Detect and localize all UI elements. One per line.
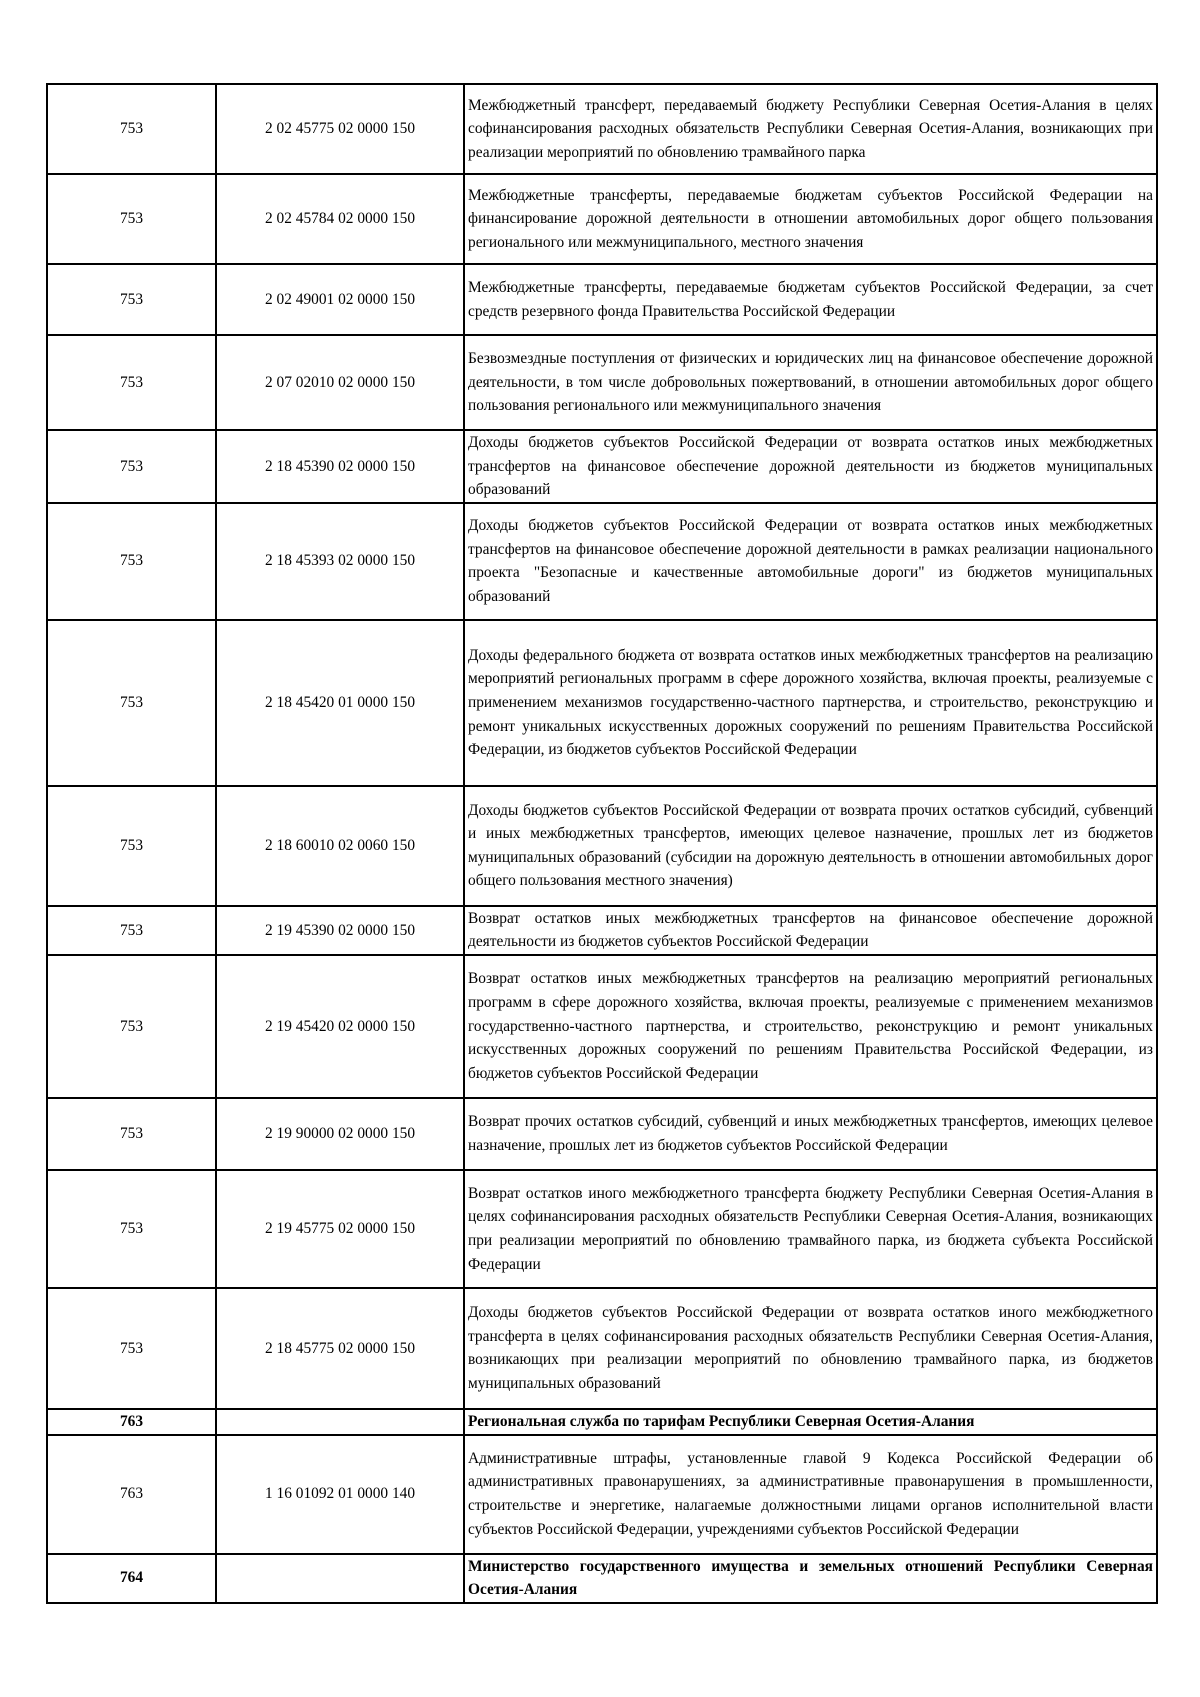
admin-code-cell: 753 — [47, 620, 216, 786]
income-name-cell: Доходы бюджетов субъектов Российской Федерации от возврата остатков иных межбюджетных трансфертов на финансовое обеспечение дорожной деятельности в рамках реализации национального проекта "Безопасные и качественные автомобильные дороги" из бюджетов муниципальных образований — [464, 503, 1157, 620]
income-name-cell: Доходы бюджетов субъектов Российской Федерации от возврата прочих остатков субсидий, субвенций и иных межбюджетных трансфертов, имеющих целевое назначение, прошлых лет из бюджетов муниципальных образований (субсидии на дорожную деятельность в отношении автомобильных дорог общего пользования местного значения) — [464, 786, 1157, 906]
income-code-cell: 2 18 45420 01 0000 150 — [216, 620, 464, 786]
admin-code-cell: 753 — [47, 1170, 216, 1288]
income-code-cell: 2 19 45390 02 0000 150 — [216, 906, 464, 955]
admin-code-cell: 753 — [47, 1098, 216, 1170]
document-page — [46, 83, 1158, 1604]
table-row — [47, 335, 1157, 430]
income-code-cell: 2 19 90000 02 0000 150 — [216, 1098, 464, 1170]
table-row — [47, 430, 1157, 503]
income-name-cell: Доходы бюджетов субъектов Российской Федерации от возврата остатков иного межбюджетного трансферта в целях софинансирования расходных обязательств Республики Северная Осетия-Алания, возникающих при реализации мероприятий по обновлению трамвайного парка, из бюджетов муниципальных образований — [464, 1288, 1157, 1409]
table-body — [47, 84, 1157, 1603]
admin-code-cell: 753 — [47, 174, 216, 264]
income-name-cell: Безвозмездные поступления от физических и юридических лиц на финансовое обеспечение дорожной деятельности, в том числе добровольных пожертвований, в отношении автомобильных дорог общего пользования регионального или межмуниципального значения — [464, 335, 1157, 430]
income-code-cell: 2 02 45784 02 0000 150 — [216, 174, 464, 264]
income-code-cell: 2 07 02010 02 0000 150 — [216, 335, 464, 430]
table-row — [47, 1288, 1157, 1409]
admin-code-cell: 753 — [47, 1288, 216, 1409]
income-name-cell: Доходы бюджетов субъектов Российской Федерации от возврата остатков иных межбюджетных трансфертов на финансовое обеспечение дорожной деятельности из бюджетов муниципальных образований — [464, 430, 1157, 503]
income-code-cell: 2 02 49001 02 0000 150 — [216, 264, 464, 335]
admin-code-cell: 753 — [47, 906, 216, 955]
table-row — [47, 1435, 1157, 1554]
admin-code-cell: 763 — [47, 1409, 216, 1435]
income-code-cell: 2 18 60010 02 0060 150 — [216, 786, 464, 906]
table-row — [47, 1170, 1157, 1288]
table-row — [47, 955, 1157, 1098]
income-code-cell — [216, 1409, 464, 1435]
table-row — [47, 503, 1157, 620]
admin-code-cell: 753 — [47, 786, 216, 906]
income-code-cell: 2 19 45420 02 0000 150 — [216, 955, 464, 1098]
income-codes-table — [46, 83, 1158, 1604]
admin-code-cell: 764 — [47, 1554, 216, 1603]
admin-code-cell: 753 — [47, 955, 216, 1098]
table-row-section-header — [47, 1554, 1157, 1603]
income-code-cell: 2 02 45775 02 0000 150 — [216, 84, 464, 174]
income-code-cell: 2 19 45775 02 0000 150 — [216, 1170, 464, 1288]
income-code-cell: 2 18 45393 02 0000 150 — [216, 503, 464, 620]
section-title-cell: Региональная служба по тарифам Республики Северная Осетия-Алания — [464, 1409, 1157, 1435]
income-name-cell: Возврат остатков иных межбюджетных трансфертов на финансовое обеспечение дорожной деятельности из бюджетов субъектов Российской Федерации — [464, 906, 1157, 955]
income-name-cell: Возврат остатков иных межбюджетных трансфертов на реализацию мероприятий региональных программ в сфере дорожного хозяйства, включая проекты, реализуемые с применением механизмов государственно-частного партнерства, и строительство, реконструкцию и ремонт уникальных искусственных дорожных сооружений по решениям Правительства Российской Федерации, из бюджетов субъектов Российской Федерации — [464, 955, 1157, 1098]
table-row-section-header — [47, 1409, 1157, 1435]
admin-code-cell: 753 — [47, 335, 216, 430]
income-name-cell: Возврат прочих остатков субсидий, субвенций и иных межбюджетных трансфертов, имеющих целевое назначение, прошлых лет из бюджетов субъектов Российской Федерации — [464, 1098, 1157, 1170]
income-name-cell: Доходы федерального бюджета от возврата остатков иных межбюджетных трансфертов на реализацию мероприятий региональных программ в сфере дорожного хозяйства, включая проекты, реализуемые с применением механизмов государственно-частного партнерства, и строительство, реконструкцию и ремонт уникальных искусственных дорожных сооружений по решениям Правительства Российской Федерации, из бюджетов субъектов Российской Федерации — [464, 620, 1157, 786]
income-code-cell — [216, 1554, 464, 1603]
income-name-cell: Административные штрафы, установленные главой 9 Кодекса Российской Федерации об административных правонарушениях, за административные правонарушения в промышленности, строительстве и энергетике, налагаемые должностными лицами органов исполнительной власти субъектов Российской Федерации, учреждениями субъектов Российской Федерации — [464, 1435, 1157, 1554]
income-name-cell: Межбюджетные трансферты, передаваемые бюджетам субъектов Российской Федерации на финансирование дорожной деятельности в отношении автомобильных дорог общего пользования регионального или межмуниципального, местного значения — [464, 174, 1157, 264]
table-row — [47, 620, 1157, 786]
admin-code-cell: 753 — [47, 84, 216, 174]
table-row — [47, 1098, 1157, 1170]
admin-code-cell: 753 — [47, 430, 216, 503]
table-row — [47, 906, 1157, 955]
income-code-cell: 2 18 45390 02 0000 150 — [216, 430, 464, 503]
admin-code-cell: 753 — [47, 503, 216, 620]
table-row — [47, 174, 1157, 264]
table-row — [47, 84, 1157, 174]
section-title-cell: Министерство государственного имущества и земельных отношений Республики Северная Осетия-Алания — [464, 1554, 1157, 1603]
admin-code-cell: 763 — [47, 1435, 216, 1554]
table-row — [47, 264, 1157, 335]
table-row — [47, 786, 1157, 906]
income-name-cell: Межбюджетный трансферт, передаваемый бюджету Республики Северная Осетия-Алания в целях софинансирования расходных обязательств Республики Северная Осетия-Алания, возникающих при реализации мероприятий по обновлению трамвайного парка — [464, 84, 1157, 174]
income-code-cell: 1 16 01092 01 0000 140 — [216, 1435, 464, 1554]
income-name-cell: Возврат остатков иного межбюджетного трансферта бюджету Республики Северная Осетия-Алания в целях софинансирования расходных обязательств Республики Северная Осетия-Алания, возникающих при реализации мероприятий по обновлению трамвайного парка, из бюджета субъекта Российской Федерации — [464, 1170, 1157, 1288]
admin-code-cell: 753 — [47, 264, 216, 335]
income-code-cell: 2 18 45775 02 0000 150 — [216, 1288, 464, 1409]
income-name-cell: Межбюджетные трансферты, передаваемые бюджетам субъектов Российской Федерации, за счет средств резервного фонда Правительства Российской Федерации — [464, 264, 1157, 335]
